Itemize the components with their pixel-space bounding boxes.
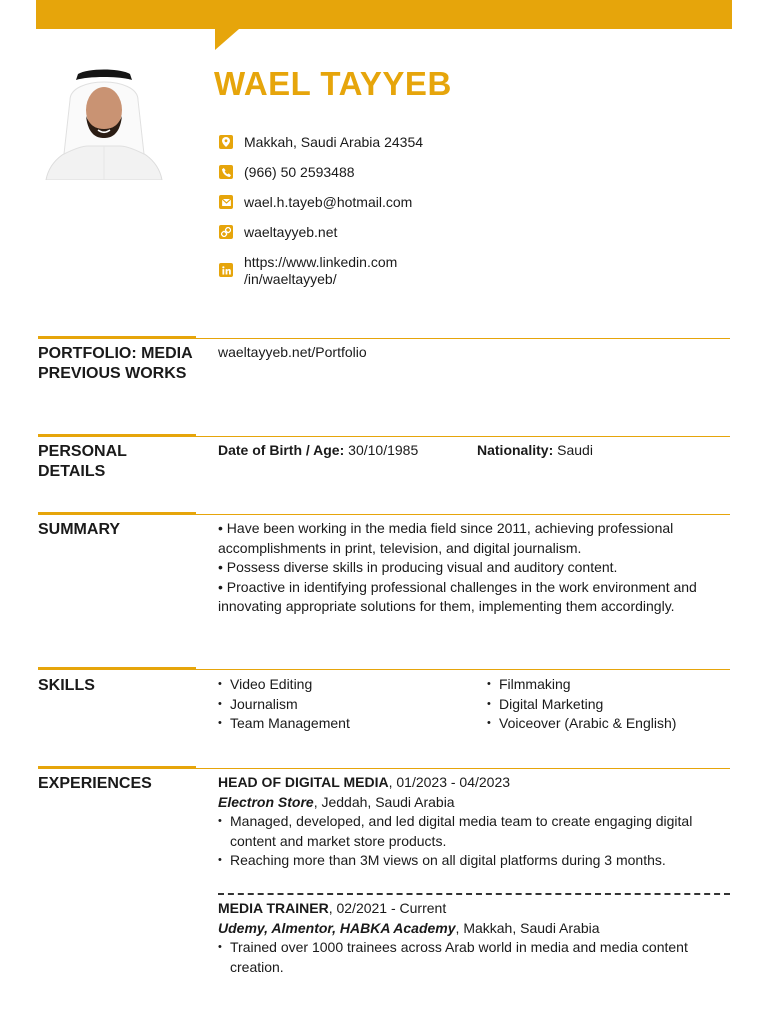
- dob-value: 30/10/1985: [348, 442, 419, 458]
- job-separator: [218, 893, 730, 895]
- experiences-section-title: EXPERIENCES: [38, 775, 152, 792]
- nationality-value: Saudi: [557, 442, 593, 458]
- skills-list-left: [218, 675, 468, 734]
- skills-section-title: SKILLS: [38, 677, 95, 694]
- linkedin-icon: [219, 263, 233, 277]
- contact-location: [219, 134, 423, 151]
- summary-section-title: SUMMARY: [38, 521, 121, 538]
- portfolio-link[interactable]: waeltayyeb.net/Portfolio: [218, 344, 367, 360]
- job-location: , Makkah, Saudi Arabia: [455, 919, 600, 936]
- list-item: • Voiceover (Arabic & English): [487, 714, 727, 734]
- candidate-name: WAEL TAYYEB: [214, 65, 452, 102]
- job-company-line: [218, 793, 728, 813]
- list-item: • Reaching more than 3M views on all digital platforms during 3 months.: [218, 851, 728, 871]
- contact-email[interactable]: [219, 194, 412, 211]
- skills-accent-bar: [38, 667, 196, 670]
- summary-line: • Proactive in identifying professional challenges in the work environment and innovating appropriate solutions for them, implementing them accordingly.: [218, 578, 697, 614]
- job-entry-1: [218, 773, 728, 871]
- job-dates: , 01/2023 - 04/2023: [388, 774, 511, 790]
- job-title-line: [218, 773, 728, 793]
- skills-list-right: [487, 675, 727, 734]
- date-of-birth: [218, 441, 418, 461]
- list-item: • Video Editing: [218, 675, 468, 695]
- nationality: [477, 441, 593, 461]
- job-company: Electron Store: [218, 793, 314, 810]
- job-company: Udemy, Almentor, HABKA Academy: [218, 919, 456, 936]
- profile-photo: [40, 62, 168, 180]
- summary-line: • Have been working in the media field since 2011, achieving professional accomplishments in print, television, and digital journalism.: [218, 520, 674, 556]
- job-entry-2: [218, 899, 728, 977]
- job-bullets: [218, 938, 728, 977]
- job-title: HEAD OF DIGITAL MEDIA: [218, 774, 389, 790]
- job-company-line: [218, 919, 728, 939]
- job-title: MEDIA TRAINER: [218, 900, 329, 916]
- list-item: • Journalism: [218, 695, 468, 715]
- dob-label: Date of Birth / Age:: [218, 442, 345, 458]
- contact-location-text: Makkah, Saudi Arabia 24354: [244, 134, 424, 150]
- header-accent-notch: [215, 29, 239, 50]
- summary-text: [218, 519, 718, 617]
- contact-phone: [219, 164, 355, 181]
- list-item: • Team Management: [218, 714, 468, 734]
- job-location: , Jeddah, Saudi Arabia: [313, 793, 455, 810]
- list-item: • Digital Marketing: [487, 695, 727, 715]
- list-item: • Trained over 1000 trainees across Arab world in media and media content creation.: [218, 938, 728, 977]
- job-title-line: [218, 899, 728, 919]
- email-icon: [219, 195, 233, 209]
- job-bullets: [218, 812, 728, 871]
- list-item: • Filmmaking: [487, 675, 727, 695]
- link-icon: [219, 225, 233, 239]
- experiences-accent-bar: [38, 766, 196, 769]
- summary-accent-bar: [38, 512, 196, 515]
- phone-icon: [219, 165, 233, 179]
- portfolio-section-title: PORTFOLIO: MEDIA PREVIOUS WORKS: [38, 345, 193, 382]
- personal-accent-bar: [38, 434, 196, 437]
- contact-phone-text: (966) 50 2593488: [244, 164, 355, 180]
- contact-linkedin[interactable]: [219, 254, 397, 288]
- header-accent-bar: [36, 0, 732, 29]
- location-pin-icon: [219, 135, 233, 149]
- contact-email-text: wael.h.tayeb@hotmail.com: [244, 194, 413, 210]
- nationality-label: Nationality:: [477, 442, 554, 458]
- summary-line: • Possess diverse skills in producing visual and auditory content.: [218, 559, 618, 575]
- contact-website-text: waeltayyeb.net: [244, 224, 338, 240]
- contact-website[interactable]: [219, 224, 337, 241]
- list-item: • Managed, developed, and led digital media team to create engaging digital content and market store products.: [218, 812, 728, 851]
- job-dates: , 02/2021 - Current: [328, 900, 447, 916]
- personal-section-title: PERSONAL DETAILS: [38, 443, 127, 480]
- portfolio-accent-bar: [38, 336, 196, 339]
- contact-linkedin-text: https://www.linkedin.com /in/waeltayyeb/: [244, 254, 398, 287]
